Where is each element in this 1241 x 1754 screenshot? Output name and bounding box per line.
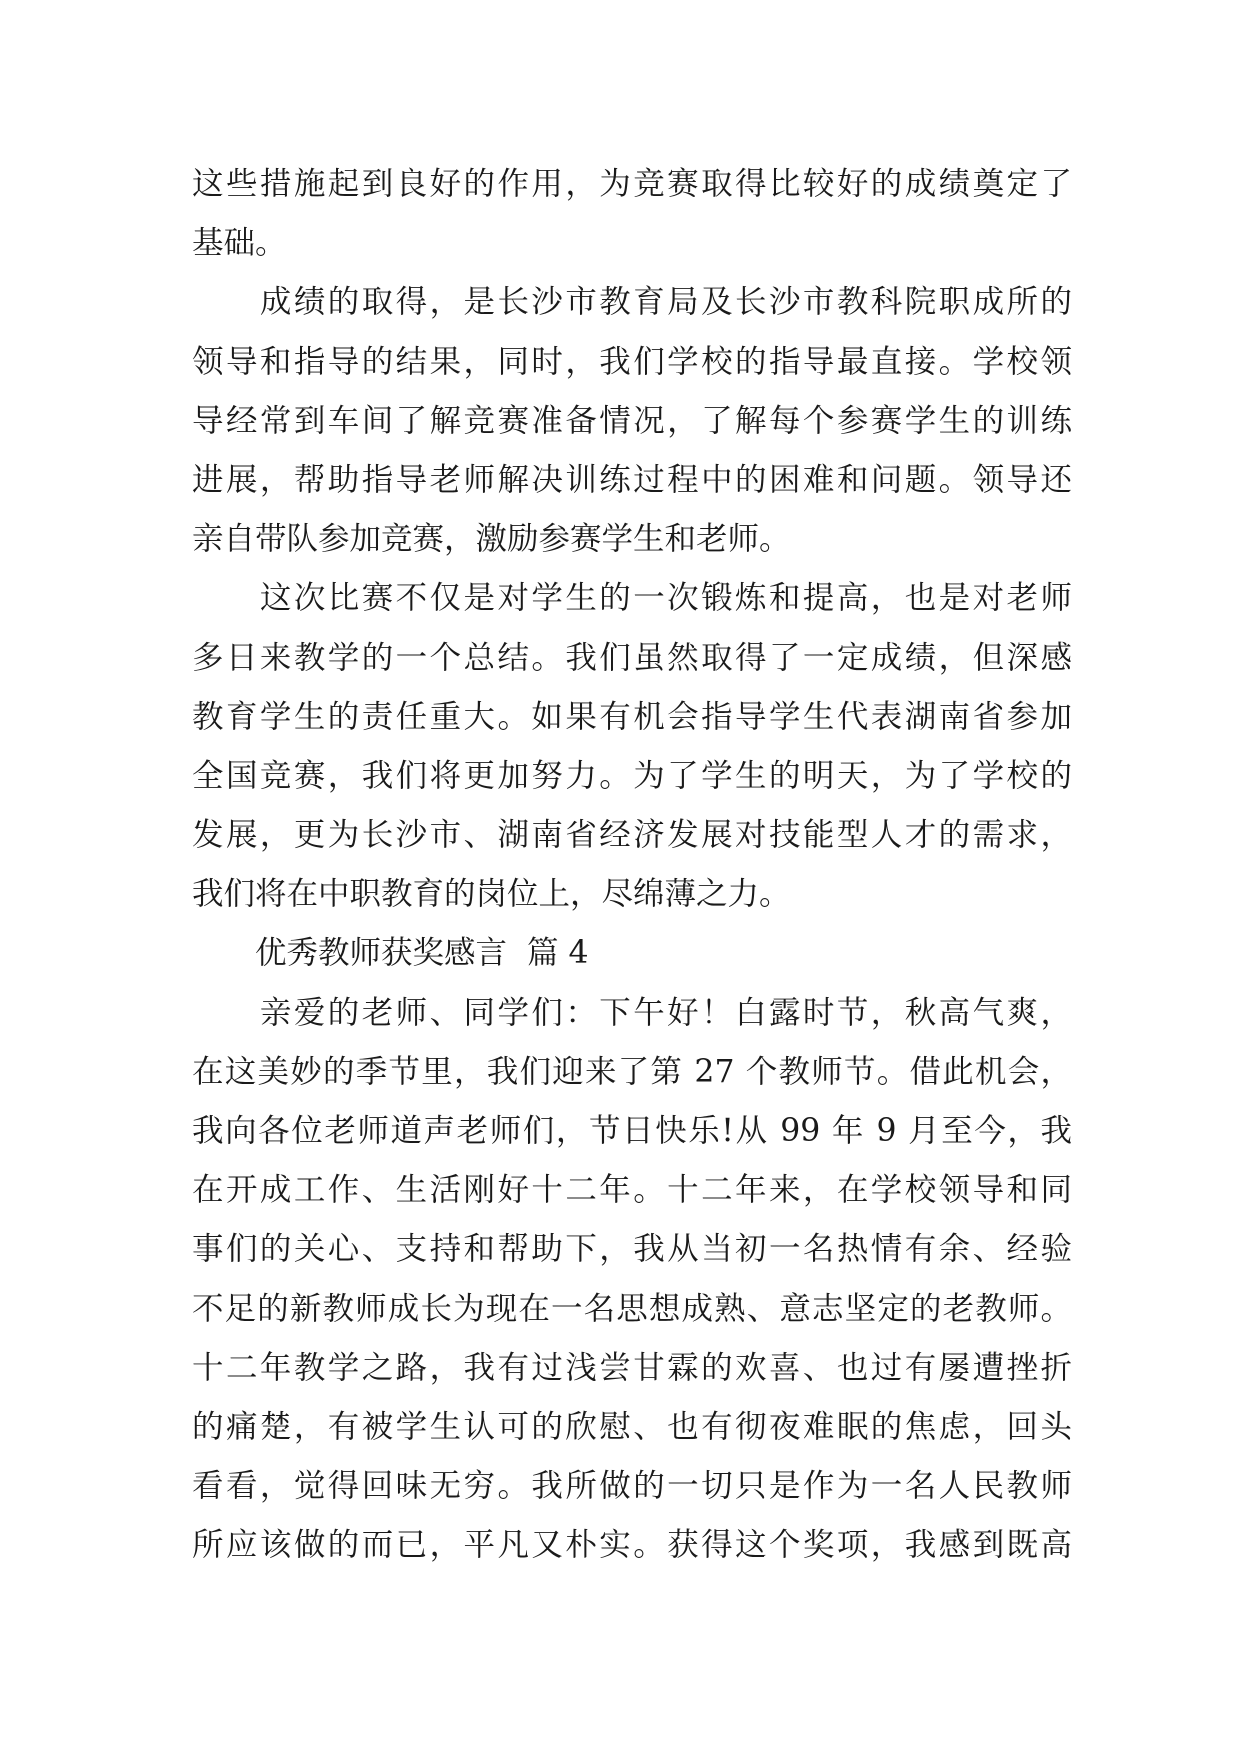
text-line: 领导和指导的结果，同时，我们学校的指导最直接。学校领 [192,343,1072,380]
text-line: 在这美妙的季节里，我们迎来了第 27 个教师节。借此机会， [192,1053,1072,1090]
section-heading: 优秀教师获奖感言 篇 4 [192,935,589,972]
text-line: 成绩的取得，是长沙市教育局及长沙市教科院职成所的 [192,284,1072,321]
text-line: 进展，帮助指导老师解决训练过程中的困难和问题。领导还 [192,461,1072,498]
text-line: 十二年教学之路，我有过浅尝甘霖的欢喜、也过有屡遭挫折 [192,1349,1072,1386]
text-line: 所应该做的而已，平凡又朴实。获得这个奖项，我感到既高 [192,1527,1072,1564]
document-body [192,155,1072,1576]
text-line: 看看，觉得回味无穷。我所做的一切只是作为一名人民教师 [192,1468,1072,1505]
text-line: 全国竞赛，我们将更加努力。为了学生的明天，为了学校的 [192,757,1072,794]
text-line: 基础。 [192,225,287,262]
text-line: 我们将在中职教育的岗位上，尽绵薄之力。 [192,876,791,913]
text-line: 在开成工作、生活刚好十二年。十二年来，在学校领导和同 [192,1172,1072,1209]
text-line: 导经常到车间了解竞赛准备情况，了解每个参赛学生的训练 [192,402,1072,439]
text-line: 发展，更为长沙市、湖南省经济发展对技能型人才的需求， [192,817,1072,854]
text-line: 多日来教学的一个总结。我们虽然取得了一定成绩，但深感 [192,639,1072,676]
text-line: 的痛楚，有被学生认可的欣慰、也有彻夜难眠的焦虑，回头 [192,1408,1072,1445]
text-line: 我向各位老师道声老师们，节日快乐!从 99 年 9 月至今，我 [192,1113,1072,1149]
text-line: 亲自带队参加竞赛，激励参赛学生和老师。 [192,521,791,558]
text-line: 事们的关心、支持和帮助下，我从当初一名热情有余、经验 [192,1231,1072,1268]
text-line: 这次比赛不仅是对学生的一次锻炼和提高，也是对老师 [192,580,1072,617]
text-line: 不足的新教师成长为现在一名思想成熟、意志坚定的老教师。 [192,1290,1072,1327]
text-line: 教育学生的责任重大。如果有机会指导学生代表湖南省参加 [192,698,1072,735]
text-line: 这些措施起到良好的作用，为竞赛取得比较好的成绩奠定了 [192,166,1072,202]
text-line: 亲爱的老师、同学们：下午好！白露时节，秋高气爽， [192,994,1072,1031]
